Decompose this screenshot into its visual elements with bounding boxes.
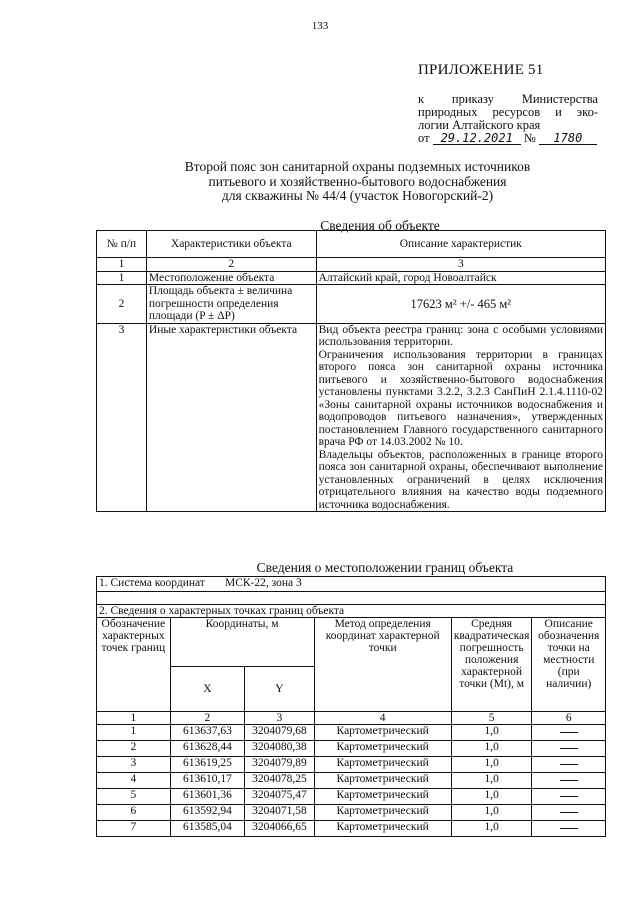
point-method: Картометрический — [314, 805, 451, 821]
column-number: 1 — [97, 712, 171, 725]
dash-mark — [560, 812, 578, 813]
title-line: Второй пояс зон санитарной охраны подземных источников — [184, 159, 531, 174]
section1-title: Сведения об объекте — [320, 218, 440, 233]
date-prefix: от — [418, 131, 430, 145]
table-row — [97, 725, 606, 741]
point-y: 3204075,47 — [245, 789, 314, 805]
coord-system-value: МСК-22, зона 3 — [224, 577, 302, 589]
point-description — [532, 789, 606, 805]
title-line: питьевого и хозяйственно-бытового водоснабжения — [208, 173, 507, 189]
point-y: 3204080,38 — [245, 741, 314, 757]
table-header-row — [97, 231, 606, 258]
row-number: 2 — [97, 285, 147, 324]
point-error: 1,0 — [451, 805, 532, 821]
column-number: 4 — [314, 712, 451, 725]
header-error: Средняя квадратическая погрешность положения характерной точки (Mt), м — [451, 618, 532, 712]
appendix-title: ПРИЛОЖЕНИЕ 51 — [418, 62, 544, 78]
column-number: 2 — [170, 712, 245, 725]
header-y: Y — [245, 667, 314, 712]
point-id: 6 — [97, 805, 171, 821]
row-value: 17623 м² +/- 465 м² — [316, 285, 605, 324]
order-line: природных ресурсов и эко- — [418, 105, 598, 119]
dash-mark — [560, 748, 578, 749]
point-x: 613610,17 — [170, 773, 245, 789]
point-y: 3204071,58 — [245, 805, 314, 821]
header-cell: Описание характеристик — [316, 231, 605, 258]
row-number: 1 — [97, 271, 147, 285]
header-designation: Обозначение характерных точек границ — [97, 618, 171, 712]
section2-title: Сведения о местоположении границ объекта — [256, 560, 514, 575]
dash-mark — [560, 764, 578, 765]
order-date: 29.12.2021 — [433, 132, 521, 145]
points-label-row — [97, 605, 606, 618]
point-method: Картометрический — [314, 821, 451, 837]
object-info-table — [96, 230, 606, 512]
description-paragraph: Вид объекта реестра границ: зона с особыми условиями использования территории. — [318, 323, 603, 348]
row-name: Местоположение объекта — [146, 271, 316, 285]
table-row — [97, 789, 606, 805]
order-line: к приказу Министерства — [418, 92, 598, 106]
page-number: 133 — [311, 20, 329, 32]
spacer-cell — [97, 592, 606, 605]
point-y: 3204078,25 — [245, 773, 314, 789]
table-row — [97, 805, 606, 821]
column-number: 5 — [451, 712, 532, 725]
point-x: 613601,36 — [170, 789, 245, 805]
document-title — [150, 160, 565, 204]
row-value: Алтайский край, город Новоалтайск — [316, 271, 605, 285]
coord-system-label: 1. Система координат — [99, 577, 205, 589]
row-name: Площадь объекта ± величина погрешности определения площади (P ± ΔP) — [146, 285, 316, 324]
number-prefix: № — [523, 131, 536, 145]
description-paragraph: Владельцы объектов, расположенных в границе второго пояса зон санитарной охраны, обеспечивают выполнение установленных ограничений в целях исключения отрицательного влияния на качество воды подземного источника водоснабжения. — [318, 448, 603, 511]
table-row — [97, 741, 606, 757]
row-number: 3 — [97, 323, 147, 512]
point-x: 613585,04 — [170, 821, 245, 837]
column-number-row — [97, 258, 606, 272]
points-body — [97, 725, 606, 837]
coord-system-row — [97, 577, 606, 592]
point-description — [532, 741, 606, 757]
column-number: 6 — [532, 712, 606, 725]
boundary-points-table — [96, 576, 606, 837]
column-number-row — [97, 712, 606, 725]
header-cell: Характеристики объекта — [146, 231, 316, 258]
point-error: 1,0 — [451, 773, 532, 789]
header-coords: Координаты, м — [170, 618, 314, 667]
description-paragraph: Ограничения использования территории в границах второго пояса зон санитарной охраны источника питьевого и хозяйственно-бытового водоснабжения установлены пунктами 3.2.2, 3.2.3 СанПиН 2.1.4.1110-02 «Зоны санитарной охраны источников водоснабжения и водопроводов питьевого назначения», утвержденных постановлением Главного государственного санитарного врача РФ от 14.03.2002 № 10. — [318, 348, 603, 448]
point-description — [532, 773, 606, 789]
point-y: 3204079,68 — [245, 725, 314, 741]
column-number: 1 — [97, 258, 147, 272]
point-method: Картометрический — [314, 789, 451, 805]
column-number: 3 — [245, 712, 314, 725]
point-id: 2 — [97, 741, 171, 757]
header-method: Метод определения координат характерной точки — [314, 618, 451, 712]
coord-system-cell — [97, 577, 606, 592]
point-x: 613592,94 — [170, 805, 245, 821]
point-method: Картометрический — [314, 757, 451, 773]
row-name: Иные характеристики объекта — [146, 323, 316, 512]
point-method: Картометрический — [314, 773, 451, 789]
column-number: 3 — [316, 258, 605, 272]
point-method: Картометрический — [314, 741, 451, 757]
title-line: для скважины № 44/4 (участок Новогорский-2) — [221, 188, 494, 203]
point-x: 613628,44 — [170, 741, 245, 757]
dash-mark — [560, 828, 578, 829]
table-header-row — [97, 618, 606, 667]
point-id: 7 — [97, 821, 171, 837]
point-id: 5 — [97, 789, 171, 805]
point-error: 1,0 — [451, 725, 532, 741]
table-row — [97, 821, 606, 837]
row-description — [316, 323, 605, 512]
column-number: 2 — [146, 258, 316, 272]
point-error: 1,0 — [451, 757, 532, 773]
point-description — [532, 757, 606, 773]
point-error: 1,0 — [451, 741, 532, 757]
dash-mark — [560, 780, 578, 781]
order-line: логии Алтайского края — [418, 118, 541, 132]
point-y: 3204066,65 — [245, 821, 314, 837]
point-method: Картометрический — [314, 725, 451, 741]
point-error: 1,0 — [451, 789, 532, 805]
header-cell: № п/п — [97, 231, 147, 258]
point-id: 1 — [97, 725, 171, 741]
table-row — [97, 323, 606, 512]
point-description — [532, 821, 606, 837]
point-x: 613619,25 — [170, 757, 245, 773]
points-label: 2. Сведения о характерных точках границ объекта — [97, 605, 606, 618]
point-id: 3 — [97, 757, 171, 773]
spacer-row — [97, 592, 606, 605]
table-row — [97, 773, 606, 789]
dash-mark — [560, 732, 578, 733]
point-description — [532, 805, 606, 821]
point-y: 3204079,89 — [245, 757, 314, 773]
header-x: X — [170, 667, 245, 712]
order-number: 1780 — [539, 132, 597, 145]
point-id: 4 — [97, 773, 171, 789]
point-description — [532, 725, 606, 741]
header-description: Описание обозначения точки на местности (при наличии) — [532, 618, 606, 712]
table-row — [97, 271, 606, 285]
table-row — [97, 285, 606, 324]
order-date-line — [418, 132, 598, 145]
table-row — [97, 757, 606, 773]
order-reference — [418, 93, 598, 145]
point-error: 1,0 — [451, 821, 532, 837]
point-x: 613637,63 — [170, 725, 245, 741]
dash-mark — [560, 796, 578, 797]
